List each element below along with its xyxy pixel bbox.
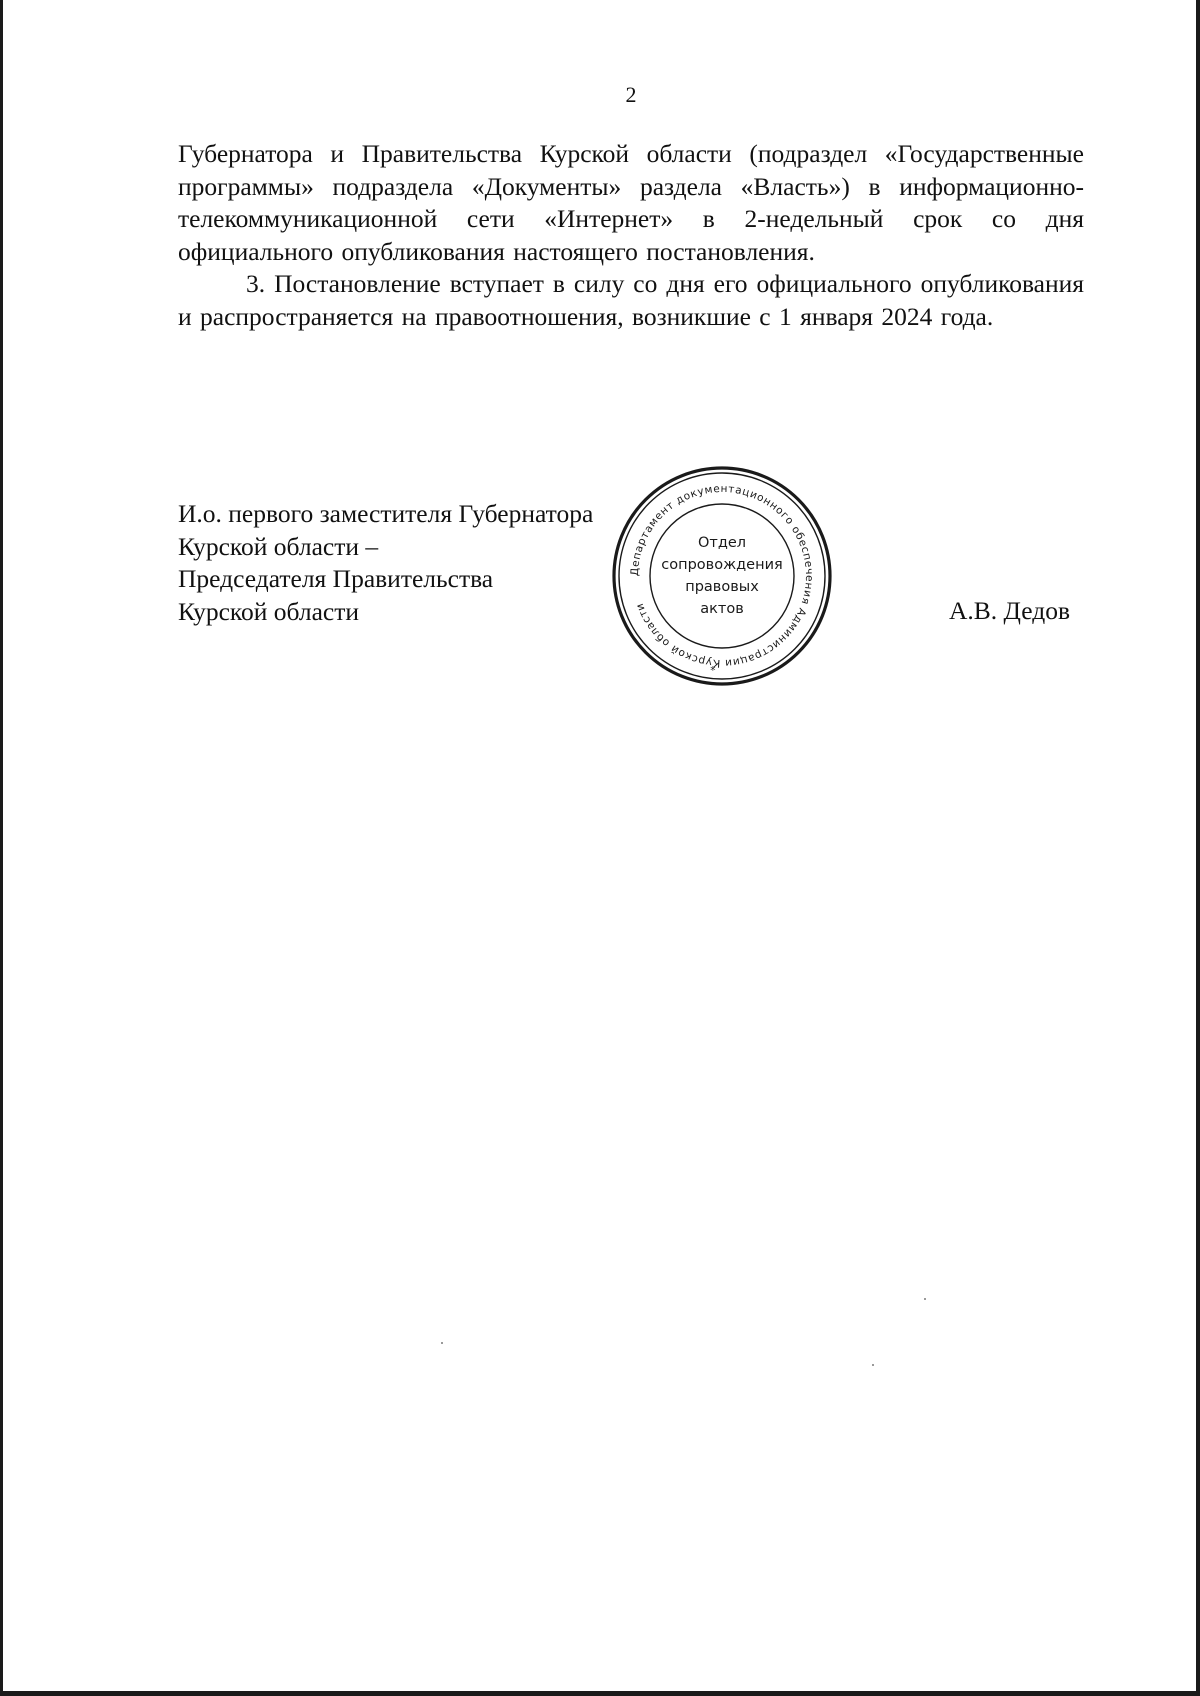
scan-speck (924, 1298, 926, 1300)
signature-position-line: Председателя Правительства (178, 564, 494, 593)
stamp-center-line: сопровождения (661, 557, 783, 573)
paragraph-3-effective-date: 3. Постановление вступает в силу со дня его официального опубликования и распространяется на правоотношения, возникшие с 1 января 2024 года. (178, 269, 1084, 331)
stamp-center-line: правовых (685, 579, 759, 595)
official-stamp (608, 462, 836, 690)
signature-position-block (178, 498, 593, 628)
signature-position-line: Курской области (178, 596, 360, 626)
stamp-center-line: актов (700, 601, 744, 617)
signer-name: А.В. Дедов (949, 596, 1071, 625)
stamp-center-line: Отдел (697, 535, 747, 551)
document-body (178, 138, 1084, 333)
scan-border-bottom (0, 1691, 1200, 1696)
signature-position-line: И.о. первого заместителя Губернатора (178, 499, 594, 528)
stamp-star: * (710, 665, 716, 677)
scan-speck (441, 1342, 443, 1344)
signature-position-line: Курской области – (178, 531, 379, 561)
paragraph-continuation: Губернатора и Правительства Курской области (подраздел «Государственные программы» подраздела «Документы» раздела «Власть») в информационно-телекоммуникационной сети «Интернет» в 2-недельный срок со дня официального опубликования настоящего постановления. (178, 139, 1084, 266)
stamp-ring-text: Департамент документационного обеспечения Администрации Курской области (628, 482, 816, 670)
page-number: 2 (625, 82, 637, 107)
scan-border-right (1196, 0, 1200, 1696)
stamp-seal-icon (608, 462, 836, 690)
scan-speck (872, 1364, 874, 1366)
scan-border-left (0, 0, 3, 1696)
